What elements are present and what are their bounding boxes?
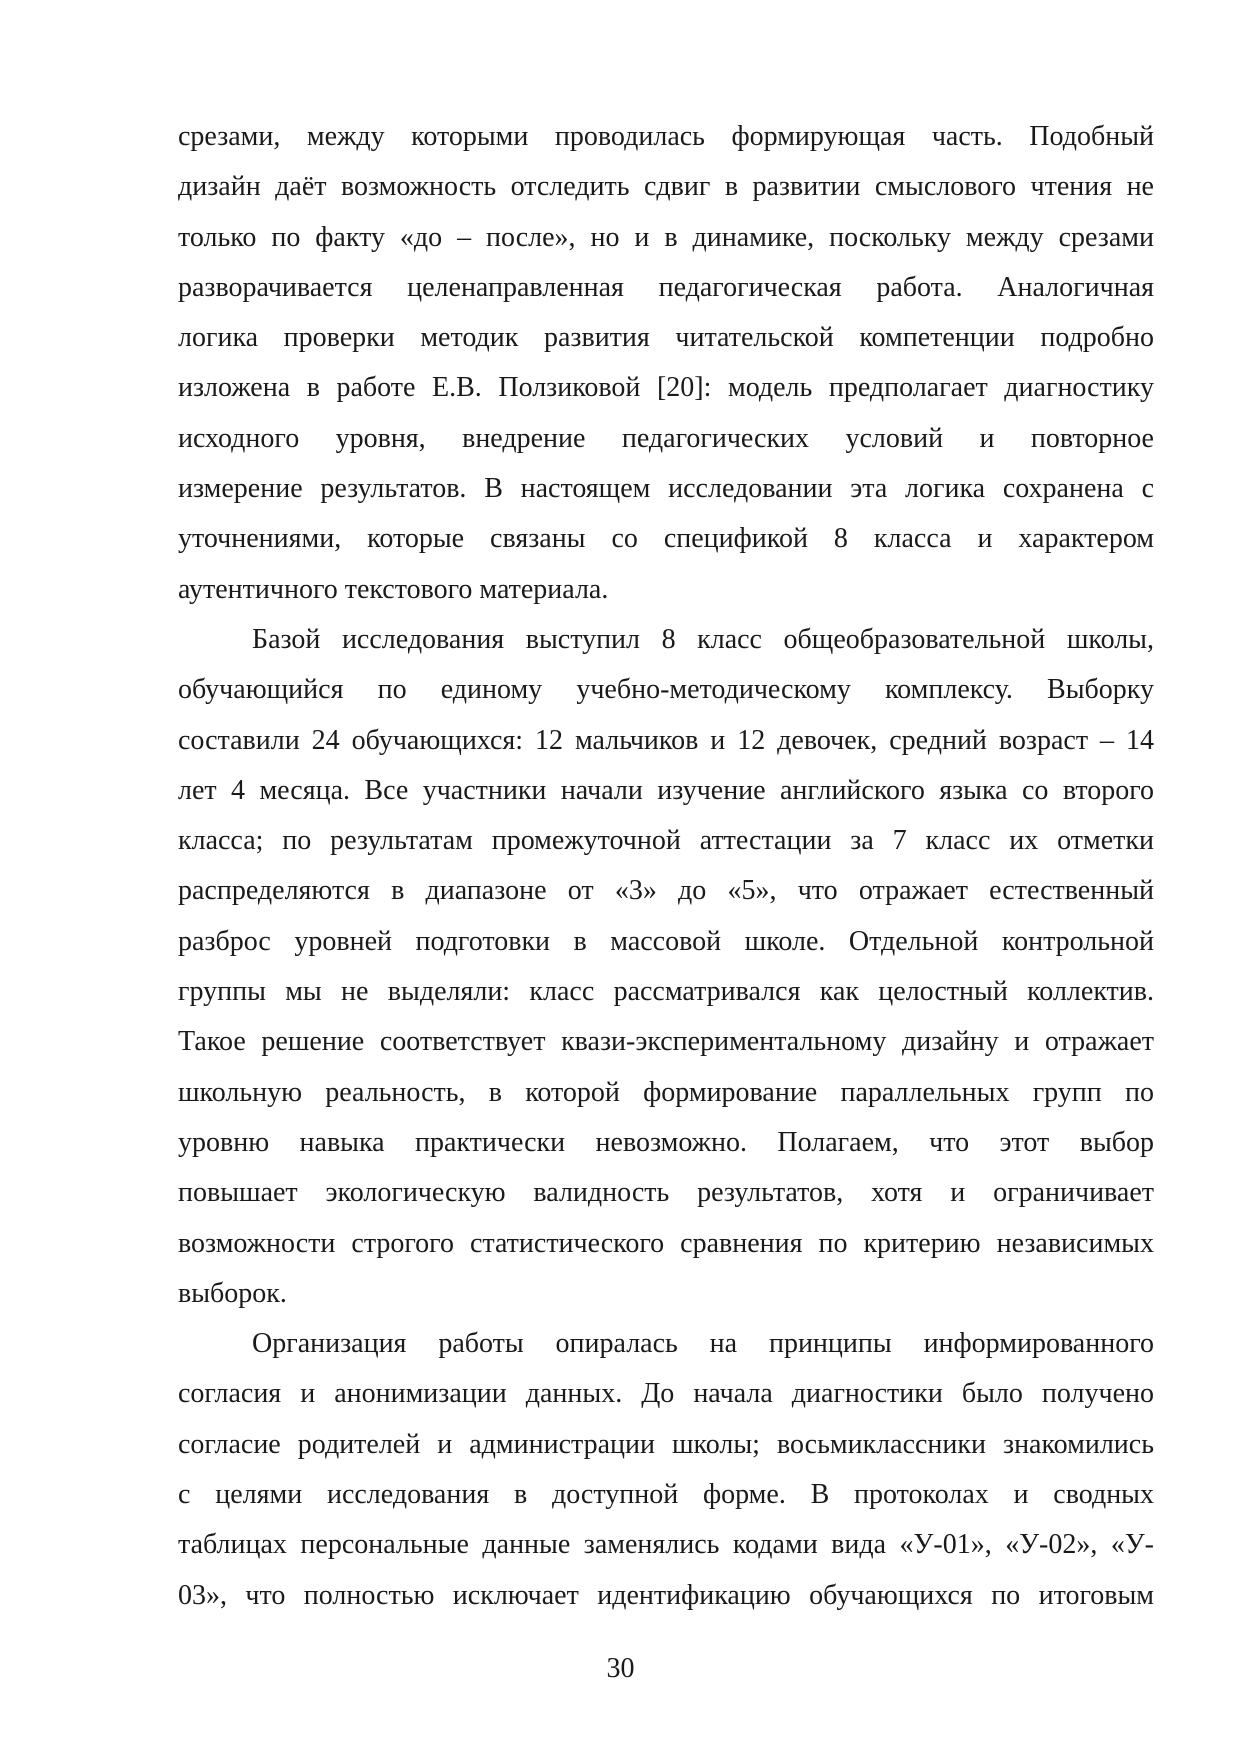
page-number: 30: [606, 1653, 635, 1684]
text-line: логика проверки методик развития читательской компетенции подробно: [178, 322, 1154, 354]
text-line: 03», что полностью исключает идентификацию обучающихся по итоговым: [178, 1579, 1154, 1611]
text-line: уточнениями, которые связаны со спецификой 8 класса и характером: [178, 523, 1154, 555]
text-line: разброс уровней подготовки в массовой школе. Отдельной контрольной: [178, 925, 1154, 957]
text-line: Организация работы опиралась на принципы информированного: [252, 1328, 1154, 1360]
text-line: Базой исследования выступил 8 класс общеобразовательной школы,: [252, 623, 1154, 655]
text-line: возможности строгого статистического сравнения по критерию независимых: [178, 1227, 1154, 1259]
text-line: разворачивается целенаправленная педагогическая работа. Аналогичная: [178, 271, 1154, 303]
text-line: согласия и анонимизации данных. До начала диагностики было получено: [178, 1378, 1154, 1410]
text-line: только по факту «до – после», но и в динамике, поскольку между срезами: [178, 221, 1154, 253]
text-line: с целями исследования в доступной форме. В протоколах и сводных: [178, 1479, 1154, 1511]
text-line: исходного уровня, внедрение педагогических условий и повторное: [178, 422, 1154, 454]
text-line: срезами, между которыми проводилась формирующая часть. Подобный: [178, 121, 1154, 152]
text-line: выборок.: [178, 1277, 287, 1309]
text-line: согласие родителей и администрации школы; восьмиклассники знакомились: [178, 1428, 1154, 1460]
body-text: [178, 112, 1154, 1621]
text-line: класса; по результатам промежуточной аттестации за 7 класс их отметки: [178, 825, 1154, 857]
text-line: повышает экологическую валидность результатов, хотя и ограничивает: [178, 1177, 1154, 1209]
text-line: дизайн даёт возможность отследить сдвиг в развитии смыслового чтения не: [178, 171, 1154, 203]
text-line: изложена в работе Е.В. Ползиковой [20]: модель предполагает диагностику: [178, 372, 1154, 404]
text-line: распределяются в диапазоне от «3» до «5», что отражает естественный: [178, 875, 1154, 907]
text-line: аутентичного текстового материала.: [178, 573, 609, 605]
text-line: школьную реальность, в которой формирование параллельных групп по: [178, 1076, 1154, 1108]
text-line: составили 24 обучающихся: 12 мальчиков и 12 девочек, средний возраст – 14: [178, 724, 1154, 756]
text-line: группы мы не выделяли: класс рассматривался как целостный коллектив.: [178, 976, 1154, 1008]
text-line: измерение результатов. В настоящем исследовании эта логика сохранена с: [178, 473, 1154, 505]
text-line: Такое решение соответствует квази-экспериментальному дизайну и отражает: [178, 1026, 1154, 1058]
text-line: уровню навыка практически невозможно. Полагаем, что этот выбор: [178, 1126, 1154, 1158]
text-line: таблицах персональные данные заменялись кодами вида «У-01», «У-02», «У-: [178, 1529, 1154, 1561]
text-line: лет 4 месяца. Все участники начали изучение английского языка со второго: [178, 774, 1154, 806]
text-line: обучающийся по единому учебно-методическому комплексу. Выборку: [178, 674, 1154, 706]
